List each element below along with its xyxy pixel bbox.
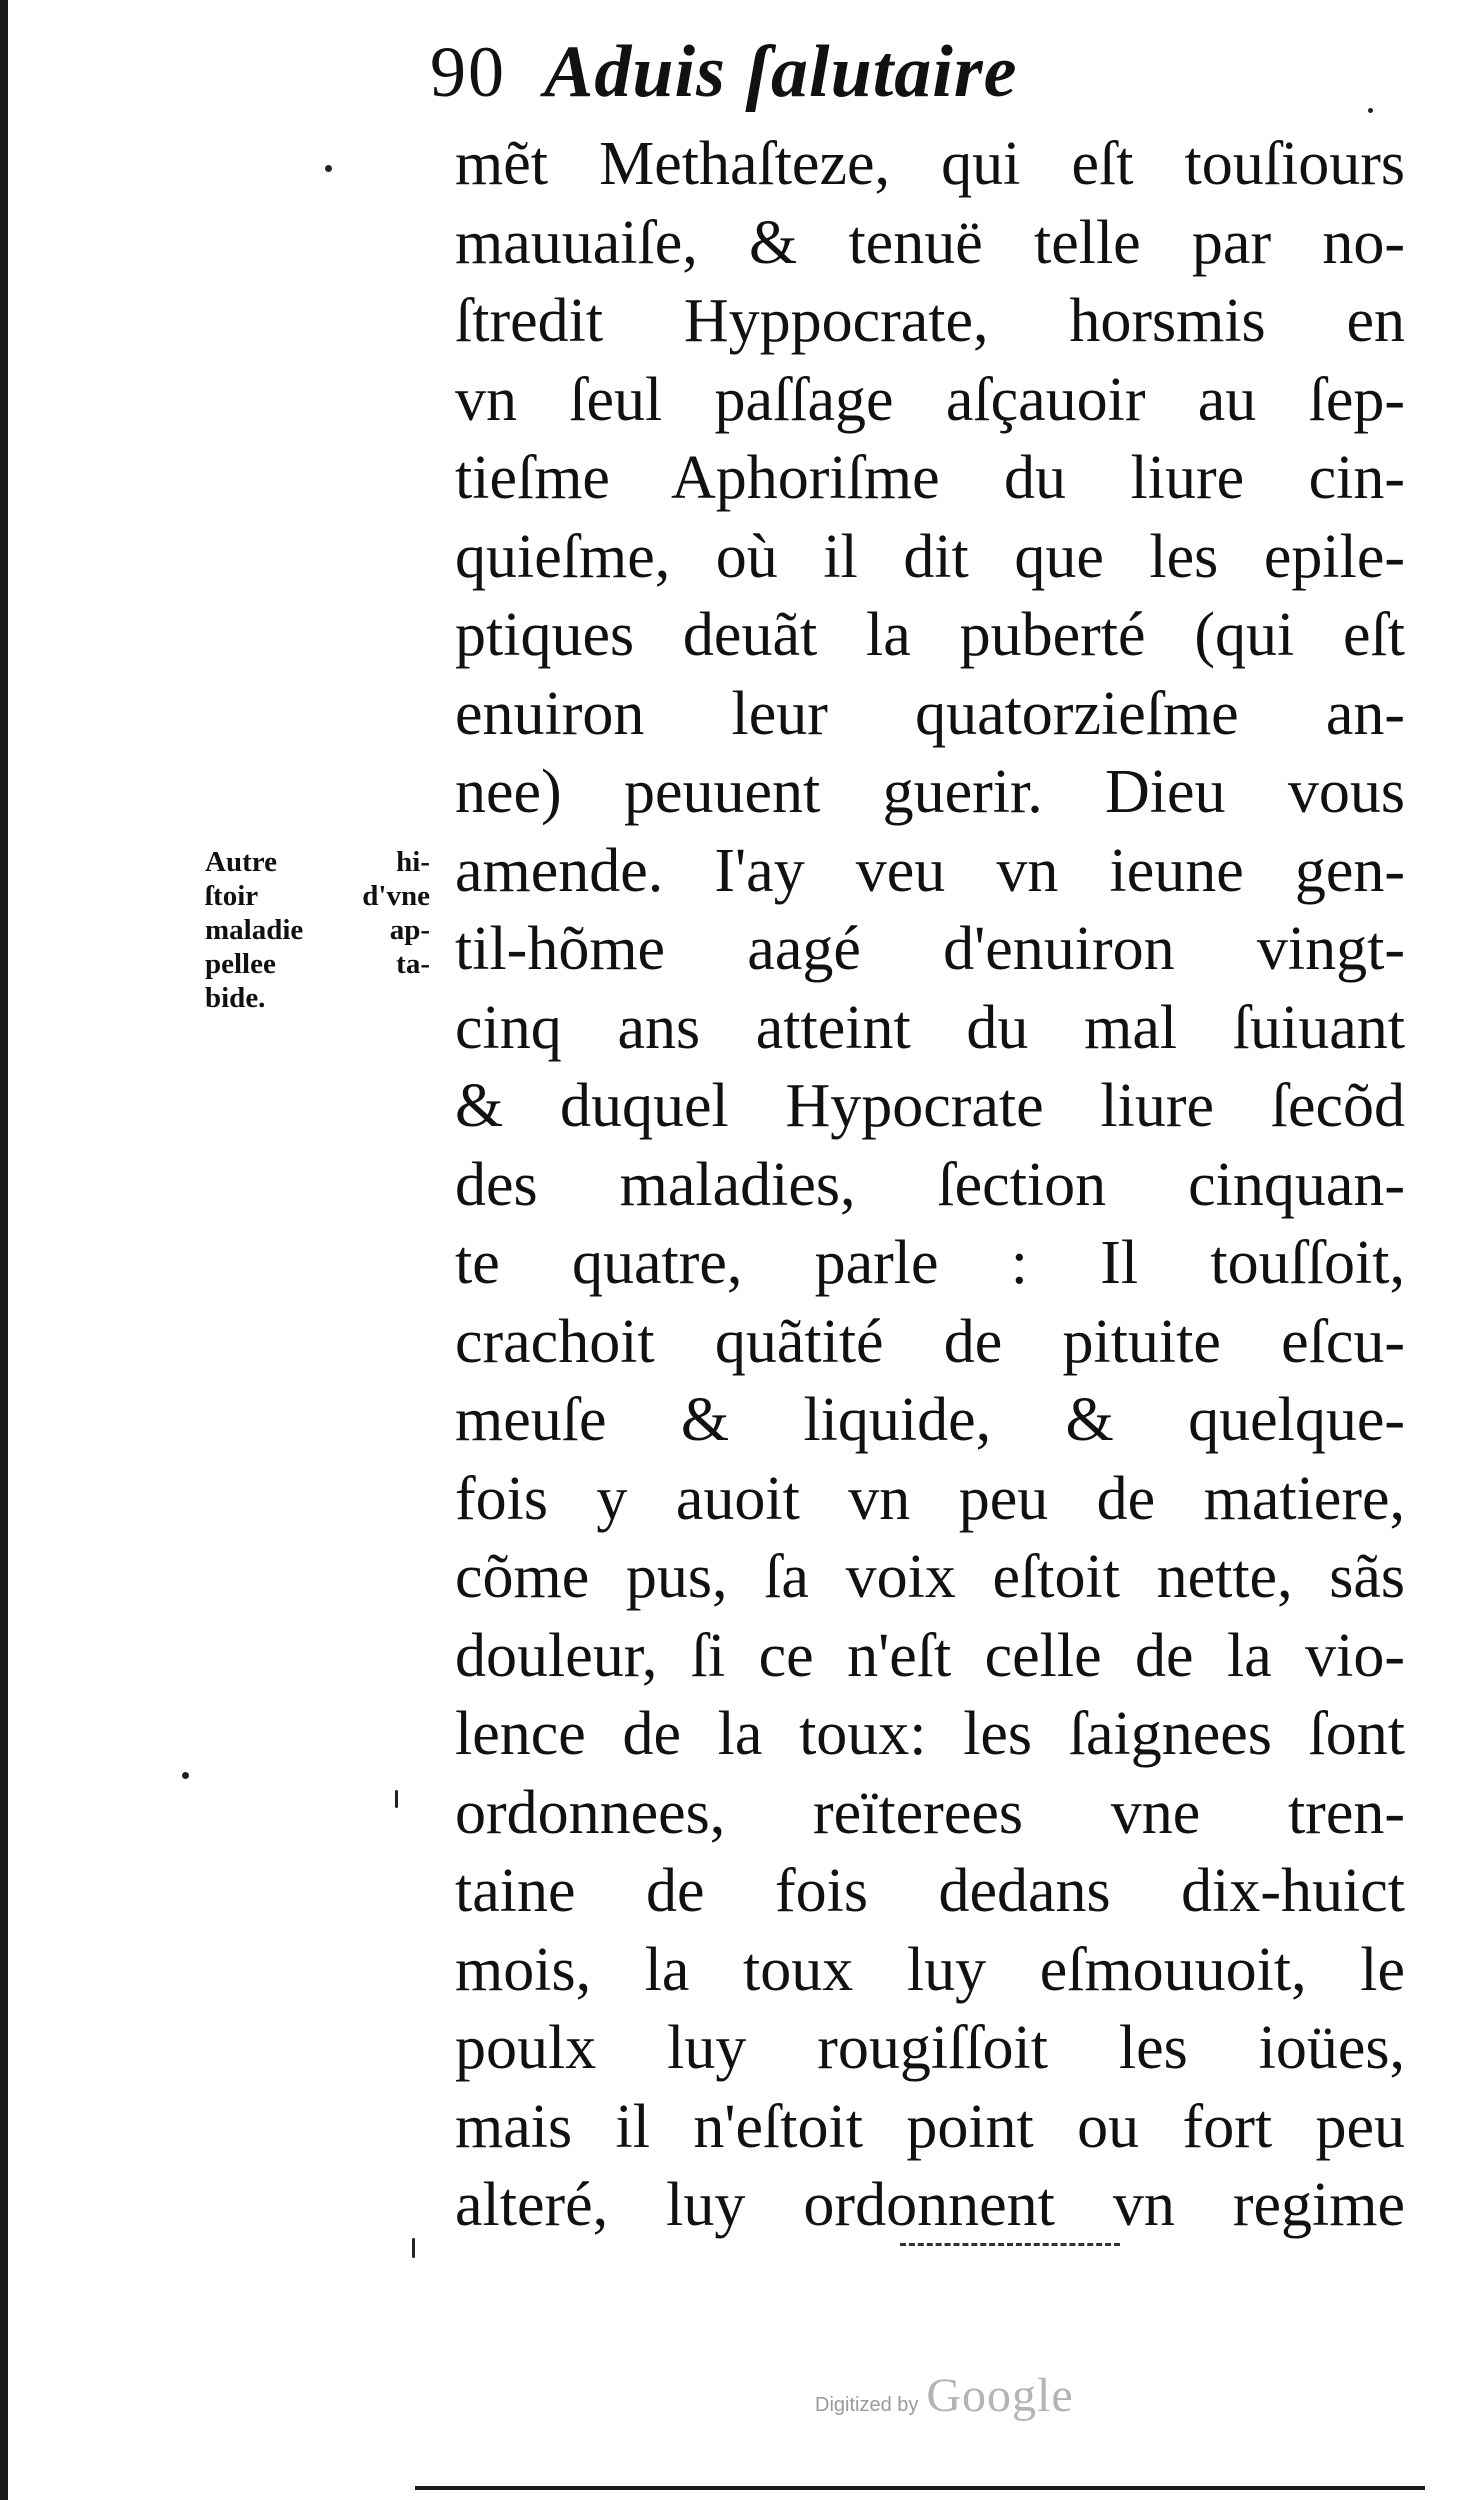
text-line: mois, la toux luy eſmouuoit, le — [455, 1935, 1405, 2004]
text-line: quieſme, où il dit que les epile- — [455, 522, 1405, 591]
text-line: ſtredit Hyppocrate, horsmis en — [455, 287, 1405, 355]
margin-note-line: ſtoir d'vne — [205, 880, 430, 912]
text-line: enuiron leur quatorzieſme an- — [455, 679, 1405, 748]
text-line: crachoit quãtité de pituite eſcu- — [455, 1307, 1405, 1376]
text-line: fois y auoit vn peu de matiere, — [455, 1464, 1405, 1533]
text-line: mauuaiſe, & tenuë telle par no- — [455, 208, 1405, 277]
text-line: ordonnees, reïterees vne tren- — [455, 1778, 1405, 1847]
text-line: cõme pus, ſa voix eſtoit nette, sãs — [455, 1543, 1405, 1611]
bottom-edge-rule — [415, 2486, 1425, 2490]
ink-speck — [412, 2238, 415, 2258]
digitized-by-google-watermark — [815, 2368, 1074, 2423]
margin-note — [205, 845, 430, 1015]
text-line: douleur, ſi ce n'eſt celle de la vio- — [455, 1621, 1405, 1690]
text-line: til-hõme aagé d'enuiron vingt- — [455, 915, 1405, 983]
text-line: lence de la toux: les ſaignees ſont — [455, 1700, 1405, 1768]
margin-note-line: Autre hi- — [205, 846, 430, 878]
ink-speck — [325, 165, 332, 172]
text-line: amende. I'ay veu vn ieune gen- — [455, 836, 1405, 905]
google-logo: Google — [926, 2369, 1074, 2422]
catchword-rule — [900, 2243, 1120, 2246]
ink-speck — [182, 1772, 189, 1779]
text-line: alteré, luy ordonnent vn regime — [455, 2171, 1405, 2239]
digitized-label: Digitized by — [815, 2394, 919, 2416]
text-line: des maladies, ſection cinquan- — [455, 1150, 1405, 1219]
text-line: mais il n'eſtoit point ou fort peu — [455, 2092, 1405, 2161]
text-line: tieſme Aphoriſme du liure cin- — [455, 444, 1405, 512]
margin-note-line: pellee ta- — [205, 948, 430, 980]
ink-speck — [1368, 108, 1373, 113]
page-header — [430, 30, 1018, 113]
page-edge-shadow — [0, 0, 8, 2500]
text-line: & duquel Hypocrate liure ſecõd — [455, 1072, 1405, 1140]
text-line: vn ſeul paſſage aſçauoir au ſep- — [455, 365, 1405, 434]
body-text — [455, 125, 1405, 2245]
text-line: meuſe & liquide, & quelque- — [455, 1386, 1405, 1454]
text-line: te quatre, parle : Il touſſoit, — [455, 1229, 1405, 1297]
ink-speck — [395, 1790, 398, 1808]
text-line: poulx luy rougiſſoit les ioües, — [455, 2014, 1405, 2082]
text-line: taine de fois dedans dix-huict — [455, 1857, 1405, 1925]
text-line: ptiques deuãt la puberté (qui eſt — [455, 601, 1405, 669]
text-line: mẽt Methaſteze, qui eſt touſiours — [455, 130, 1405, 198]
margin-note-line: bide. — [205, 982, 266, 1014]
margin-note-line: maladie ap- — [205, 914, 430, 946]
running-title: Aduis ſalutaire — [544, 31, 1018, 113]
text-line: nee) peuuent guerir. Dieu vous — [455, 758, 1405, 826]
text-line: cinq ans atteint du mal ſuiuant — [455, 993, 1405, 1062]
page-number: 90 — [430, 32, 506, 112]
